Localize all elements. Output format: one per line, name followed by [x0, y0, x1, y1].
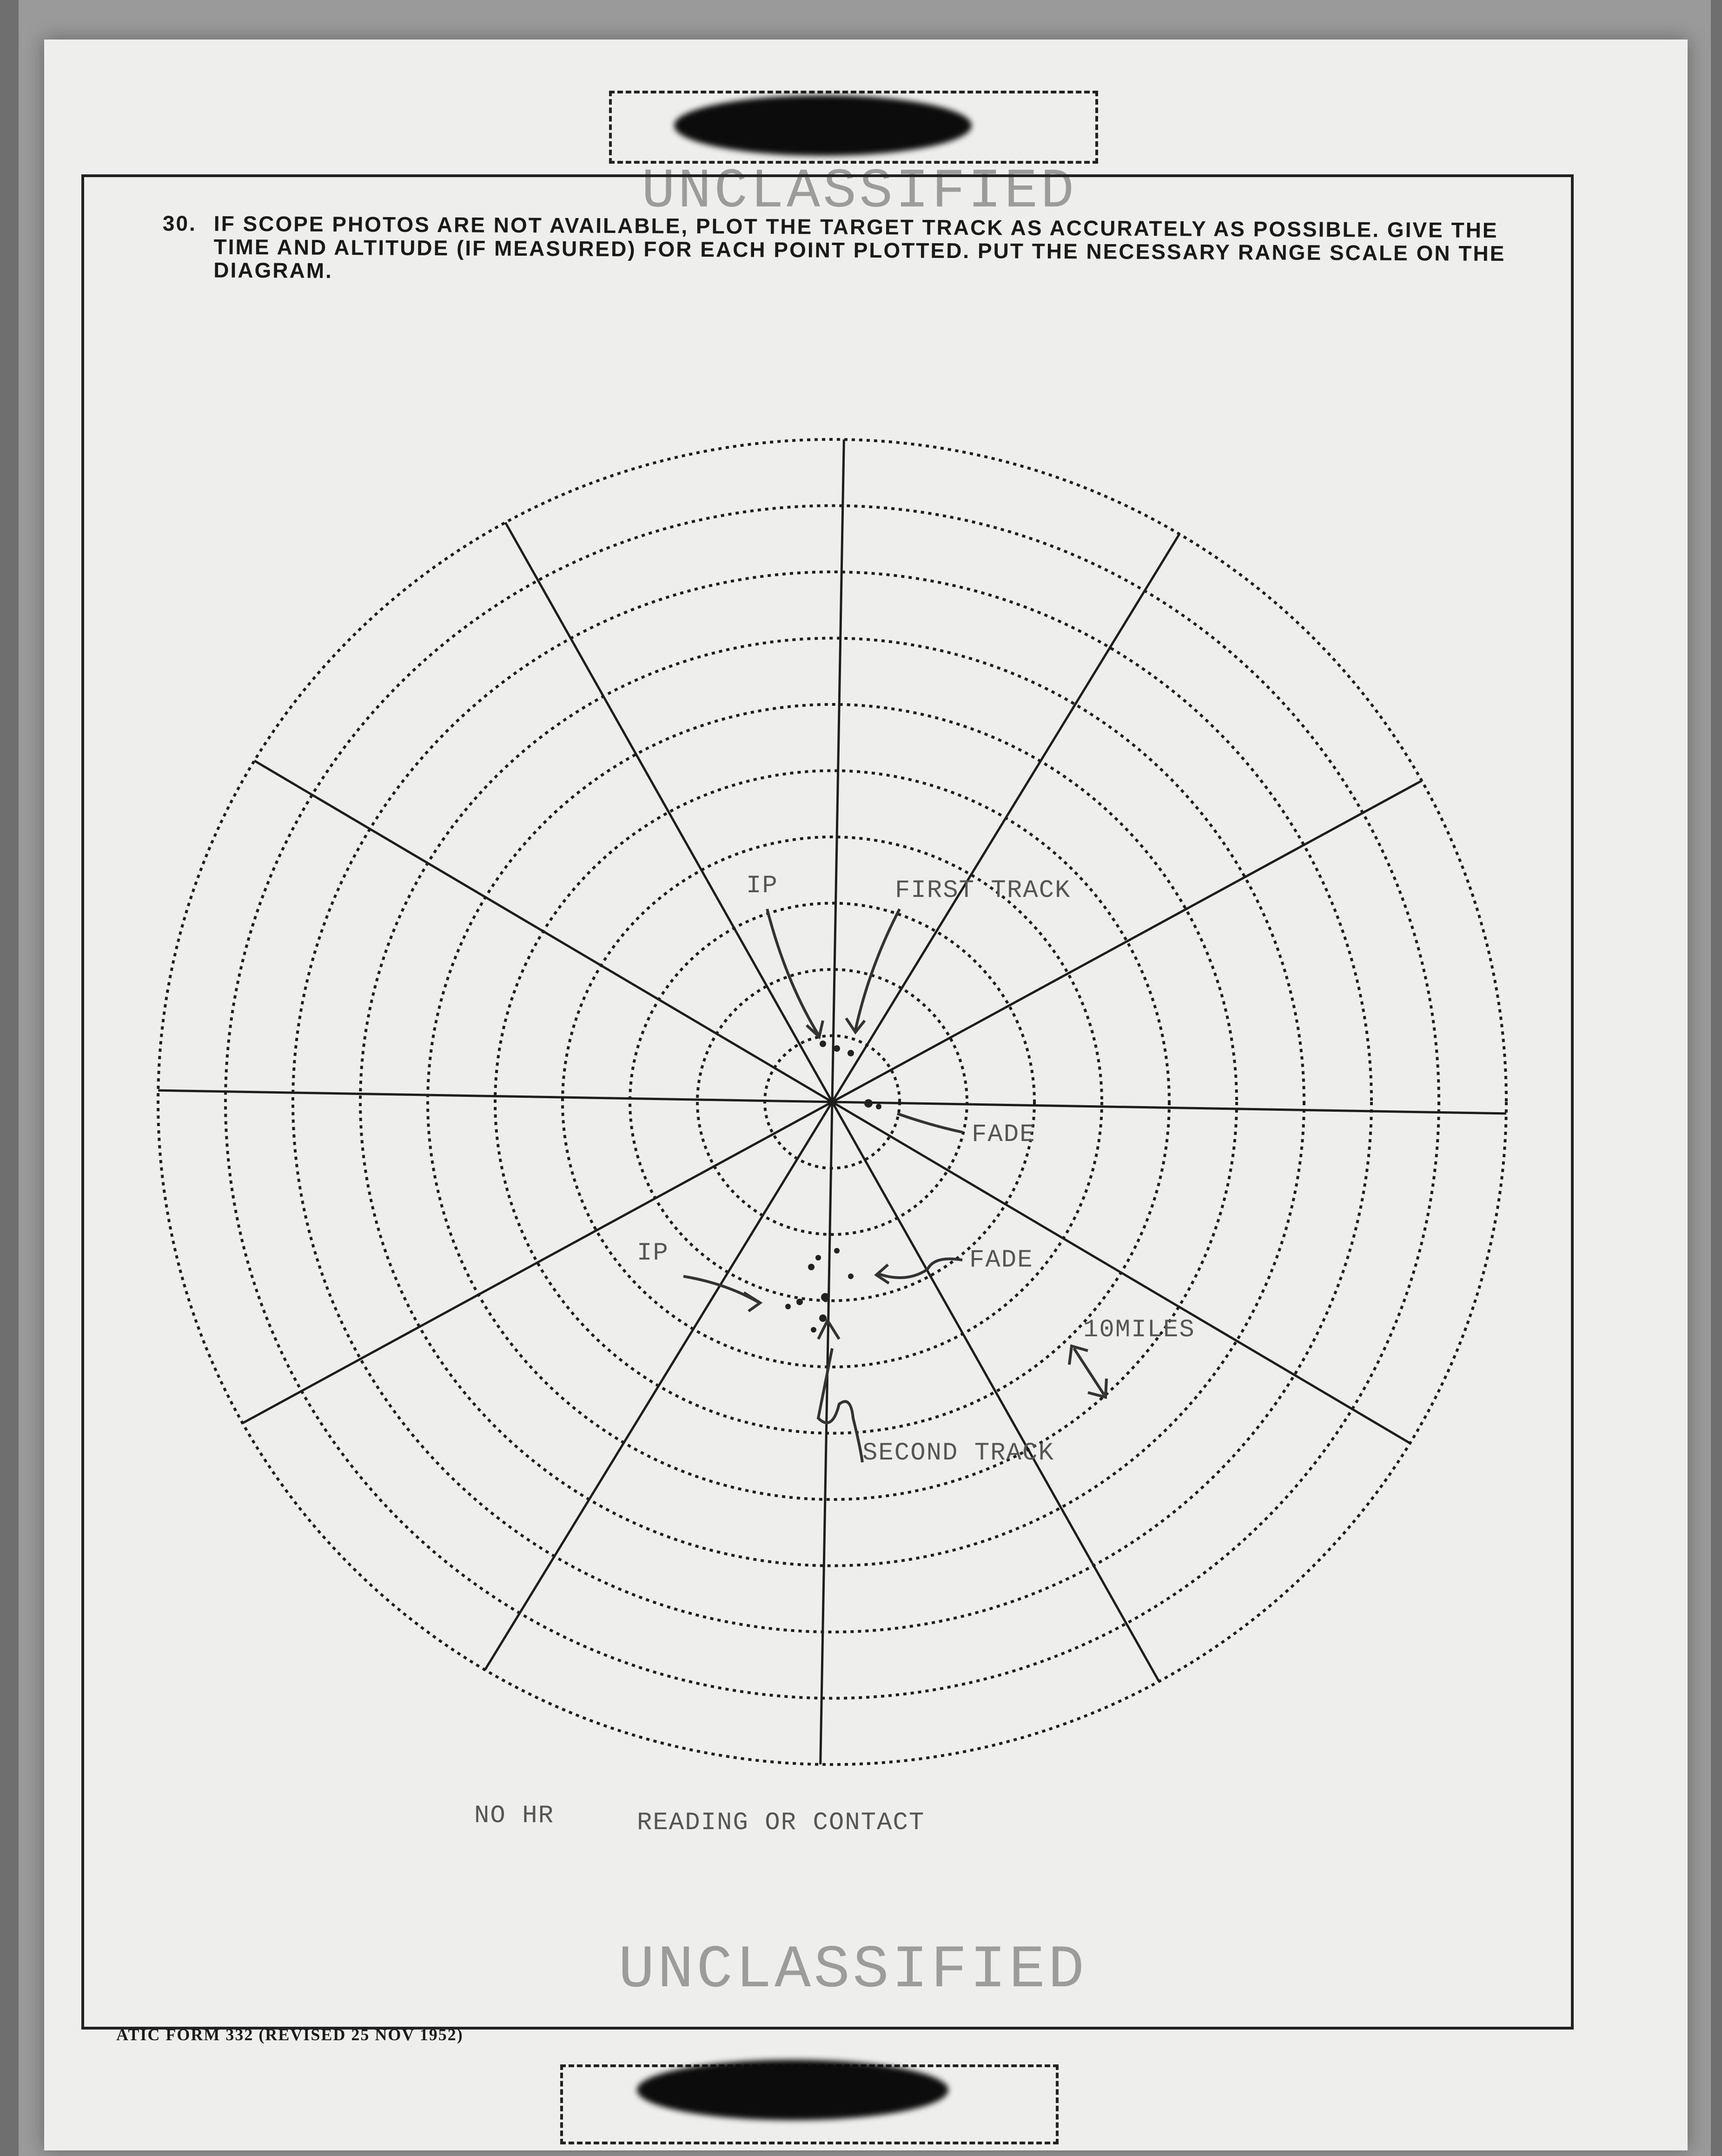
- top-unclassified-stamp: UNCLASSIFIED: [642, 160, 1077, 224]
- fade-dot-upper: [864, 1099, 873, 1108]
- second-track-dot-1: [808, 1264, 815, 1270]
- azimuth-spoke-7: [821, 1102, 832, 1765]
- azimuth-spoke-2: [832, 534, 1179, 1102]
- form-identifier: ATIC FORM 332 (REVISED 25 NOV 1952): [116, 2025, 464, 2044]
- label-first-track: FIRST TRACK: [895, 876, 1071, 905]
- second-track-dot-2: [815, 1255, 821, 1260]
- azimuth-spoke-8: [485, 1102, 832, 1670]
- second-track-dot-5: [796, 1299, 803, 1305]
- first-track-arrow: [855, 909, 900, 1030]
- fade-dot-upper-2: [876, 1104, 881, 1109]
- range-scale-arrow: [1074, 1348, 1104, 1395]
- azimuth-spoke-6: [832, 1102, 1159, 1681]
- instruction-text: IF SCOPE PHOTOS ARE NOT AVAILABLE, PLOT THE TARGET TRACK AS ACCURATELY AS POSSIBLE. GIVE THE TIME AND ALTITUDE (IF MEASURED) FOR EACH POINT PLOTTED. PUT THE NECESSARY RANGE SCALE ON THE DIAGRAM.: [213, 211, 1506, 283]
- second-track-dot-8: [819, 1314, 827, 1322]
- label-fade-lower: FADE: [969, 1246, 1033, 1274]
- first-track-dot-1: [820, 1041, 826, 1047]
- bottom-redaction: [637, 2060, 948, 2120]
- label-second-track: SECOND TRACK: [862, 1439, 1054, 1467]
- fade-upper-arrow: [897, 1114, 962, 1132]
- ip-upper-arrow: [767, 909, 818, 1035]
- track-markings: [683, 909, 1106, 1462]
- ip-lower-arrowhead: [744, 1293, 760, 1311]
- label-ip-upper: IP: [746, 872, 778, 900]
- second-track-dot-7: [821, 1293, 829, 1301]
- second-track-dot-3: [834, 1248, 840, 1254]
- second-track-dot-9: [811, 1327, 816, 1333]
- bottom-unclassified-stamp: UNCLASSIFIED: [618, 1937, 1087, 2005]
- azimuth-spoke-11: [254, 761, 832, 1102]
- note-no-hr: NO HR: [474, 1802, 555, 1830]
- first-track-dot-3: [848, 1050, 854, 1056]
- second-track-dot-4: [848, 1274, 854, 1279]
- item-number: 30.: [162, 211, 197, 236]
- second-track-dot-6: [785, 1304, 791, 1309]
- first-track-dot-2: [834, 1045, 840, 1052]
- label-range-scale: 10MILES: [1083, 1316, 1195, 1344]
- label-ip-lower: IP: [637, 1239, 669, 1267]
- fade-lower-arrow: [879, 1259, 962, 1278]
- note-reading-or-contact: READING OR CONTACT: [637, 1809, 925, 1837]
- azimuth-spoke-9: [243, 1102, 832, 1423]
- label-fade-upper: FADE: [972, 1121, 1036, 1149]
- ip-lower-arrow: [683, 1276, 758, 1302]
